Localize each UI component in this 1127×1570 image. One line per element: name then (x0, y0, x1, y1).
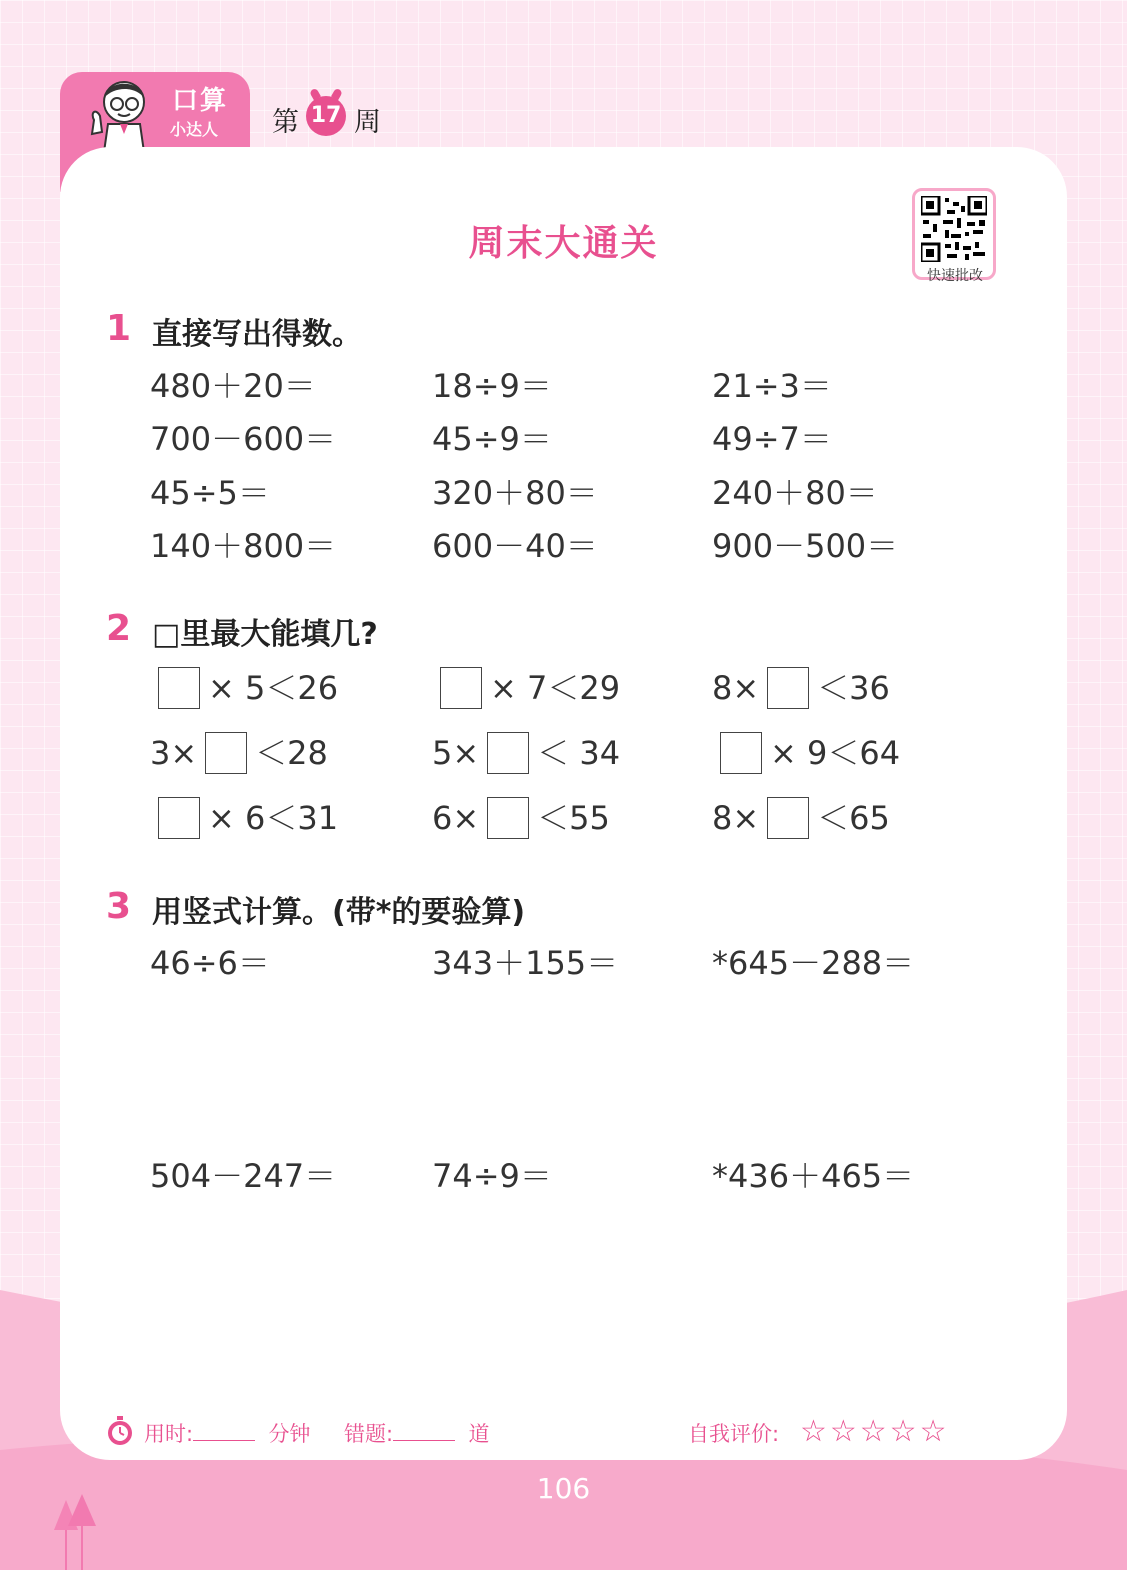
problem-suffix: × 6＜31 (208, 799, 339, 837)
problem-prefix: 5× (432, 734, 480, 772)
problem-suffix: × 5＜26 (208, 669, 339, 707)
answer-box[interactable] (158, 797, 200, 839)
problem-suffix: ＜ 34 (537, 734, 621, 772)
answer-box[interactable] (767, 797, 809, 839)
mascot-icon (80, 72, 160, 152)
inequality-problem (158, 668, 338, 709)
problem-prefix: 8× (712, 799, 760, 837)
inequality-problem (158, 798, 338, 839)
inequality-problem (440, 668, 620, 709)
problem-suffix: × 7＜29 (490, 669, 621, 707)
problem: 74÷9＝ (432, 1157, 552, 1195)
problem-suffix: ＜28 (255, 734, 328, 772)
week-prefix: 第 (272, 107, 299, 138)
problem-suffix: ＜55 (537, 799, 610, 837)
inequality-problem (712, 668, 890, 709)
time-unit: 分钟 (268, 1422, 311, 1446)
answer-box[interactable] (767, 667, 809, 709)
errors-unit: 道 (468, 1422, 490, 1446)
stopwatch-icon (106, 1416, 134, 1446)
problem-suffix: ＜65 (817, 799, 890, 837)
inequality-problem (720, 733, 900, 774)
answer-box[interactable] (487, 797, 529, 839)
week-suffix: 周 (354, 107, 381, 138)
section-2-title: □里最大能填几? (152, 617, 378, 652)
problem: 600－40＝ (432, 527, 598, 565)
problem-prefix: 8× (712, 669, 760, 707)
section-2-number: 2 (106, 608, 132, 649)
errors-blank[interactable] (393, 1420, 455, 1441)
problem: 240＋80＝ (712, 474, 878, 512)
problem: 320＋80＝ (432, 474, 598, 512)
problem-prefix: 3× (150, 734, 198, 772)
time-spent (144, 1418, 310, 1448)
page-number: 106 (536, 1472, 591, 1505)
inequality-problem (150, 733, 328, 774)
tree-icon (52, 1490, 98, 1570)
time-blank[interactable] (193, 1420, 255, 1441)
tab-subtitle: 小达人 (170, 120, 219, 139)
rating-stars[interactable]: ☆☆☆☆☆ (800, 1414, 950, 1449)
problem: 46÷6＝ (150, 944, 270, 982)
section-1-title: 直接写出得数。 (152, 317, 362, 352)
page-title: 周末大通关 (468, 223, 659, 264)
inequality-problem (432, 733, 620, 774)
errors-label: 错题: (344, 1422, 394, 1446)
qr-label: 快速批改 (927, 268, 983, 284)
inequality-problem (432, 798, 610, 839)
problem: 343＋155＝ (432, 944, 619, 982)
answer-box[interactable] (158, 667, 200, 709)
self-rating-label: 自我评价: (688, 1422, 780, 1446)
errors-count (344, 1418, 489, 1448)
problem-prefix: 6× (432, 799, 480, 837)
problem: *436＋465＝ (712, 1157, 915, 1195)
answer-box[interactable] (487, 732, 529, 774)
time-label: 用时: (144, 1422, 194, 1446)
section-1-number: 1 (106, 308, 132, 349)
inequality-problem (712, 798, 890, 839)
answer-box[interactable] (205, 732, 247, 774)
problem: 45÷5＝ (150, 474, 270, 512)
problem: 504－247＝ (150, 1157, 337, 1195)
problem: 18÷9＝ (432, 367, 552, 405)
problem: 49÷7＝ (712, 420, 832, 458)
problem: 900－500＝ (712, 527, 899, 565)
problem: *645－288＝ (712, 944, 915, 982)
problem-suffix: ＜36 (817, 669, 890, 707)
problem: 480＋20＝ (150, 367, 316, 405)
section-3-number: 3 (106, 886, 132, 927)
problem: 45÷9＝ (432, 420, 552, 458)
week-number-badge: 17 (306, 96, 346, 136)
problem: 140＋800＝ (150, 527, 337, 565)
tab-title: 口算 (172, 86, 229, 116)
section-3-title: 用竖式计算。(带*的要验算) (152, 895, 526, 930)
answer-box[interactable] (440, 667, 482, 709)
qr-code-icon (921, 196, 987, 262)
problem: 21÷3＝ (712, 367, 832, 405)
problem-suffix: × 9＜64 (770, 734, 901, 772)
answer-box[interactable] (720, 732, 762, 774)
problem: 700－600＝ (150, 420, 337, 458)
